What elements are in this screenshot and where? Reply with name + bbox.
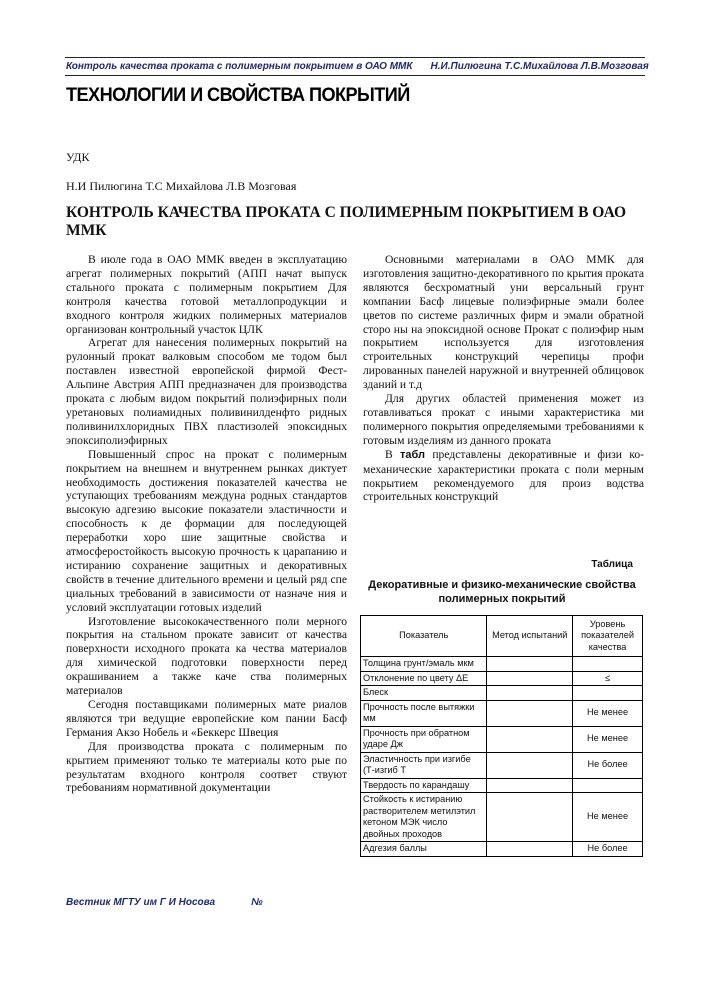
table-row: [361, 752, 643, 778]
footer: [66, 897, 263, 908]
paragraph: Сегодня поставщиками полимерных мате риалов являются три ведущие европейские ком пании Басф Германия Акзо Нобель и «Беккерс Швеция: [66, 698, 347, 739]
right-column: [363, 253, 644, 504]
running-header: [66, 61, 648, 72]
paragraph: Основными материалами в ОАО ММК для изготовления защитно-декоративного по крытия проката являются бесхроматный уни версальный грунт компании Басф лицевые полиэфирные эмали более цветов по системе различных фирм и эмали обратной сторо ны на эпоксидной основе Прокат с полиэфир ным покрытием используется для изготовления строительных конструкций черепицы профи лированных панелей наружной и внутренней облицовок зданий и т.д: [363, 253, 644, 392]
header-cell-method: Метод испытаний: [487, 616, 573, 657]
table-label: Таблица: [591, 559, 633, 570]
cell-indicator: Адгезия баллы: [361, 842, 487, 857]
paragraph: В июле года в ОАО ММК введен в эксплуатацию агрегат полимерных покрытий (АПП начат выпуск стального проката с полимерным покрытием Для контроля качества готовой металлопродукции и входного контроля жидких полимерных материалов организован контрольный участок ЦЛК: [66, 253, 347, 336]
article-title: КОНТРОЛЬ КАЧЕСТВА ПРОКАТА С ПОЛИМЕРНЫМ ПОКРЫТИЕМ В ОАО ММК: [66, 204, 627, 239]
cell-method: [487, 686, 573, 701]
udk-label: УДК: [66, 150, 90, 164]
left-column: [66, 253, 347, 795]
cell-level: [573, 778, 643, 793]
cell-level: ≤: [573, 671, 643, 686]
cell-method: [487, 778, 573, 793]
cell-indicator: Прочность при обратном ударе Дж: [361, 726, 487, 752]
cell-method: [487, 752, 573, 778]
table-row: [361, 793, 643, 842]
cell-level: [573, 686, 643, 701]
table-row: [361, 671, 643, 686]
paragraph-table-reference: В табл представлены декоративные и физи ко-механические характеристики проката с поли мерным покрытием рекомендуемого для произ водства строительных конструкций: [363, 447, 644, 504]
article-authors: Н.И Пилюгина Т.С Михайлова Л.В Мозговая: [66, 179, 297, 193]
paragraph: Для других областей применения может из готавливаться прокат с иными характеристика ми полимерного покрытия определяемыми требованиями к готовым изделиям из данного проката: [363, 392, 644, 447]
paragraph: Агрегат для нанесения полимерных покрытий на рулонный прокат валковым способом ме тодом был поставлен известной европейской фирмой Фест-Альпине Австрия АПП предназначен для производства проката с любым видом покрытий полиэфирных поли уретановых полиамидных поливинилденфто ридных поливинилхлоридных ПВХ пластизолей эпоксидных эпоксиполиэфирных: [66, 336, 347, 447]
paragraph: Изготовление высококачественного поли мерного покрытия на стальном прокате зависит от качества поверхности исходного проката ка чества материалов для химической подготовки поверхности перед окрашиванием а также каче ства полимерных материалов: [66, 614, 347, 698]
paragraph: Повышенный спрос на прокат с полимерным покрытием на внешнем и внутреннем рынках диктует необходимость достижения показателей качества не уступающих требованиям междуна родных стандартов высокую адгезию высокие показатели эластичности и способность к де формации для последующей переработки хоро шие защитные свойства и атмосферостойкость высокую прочность к царапанию и истиранию сохранение защитных и декоративных свойств в течение длительного времени и целый ряд спе циальных требований в зависимости от назначе ния и условий эксплуатации готовых изделий: [66, 447, 347, 614]
table-row: [361, 657, 643, 672]
cell-level: Не менее: [573, 793, 643, 842]
cell-level: Не менее: [573, 700, 643, 726]
cell-level: Не более: [573, 842, 643, 857]
paragraph: Для производства проката с полимерным по крытием применяют только те материалы кото рые по результатам входного контроля соответ ствуют требованиям нормативной документации: [66, 739, 347, 795]
cell-indicator: Стойкость к истиранию растворителем метилэтил кетоном МЭК число двойных проходов: [361, 793, 487, 842]
cell-method: [487, 726, 573, 752]
cell-indicator: Эластичность при изгибе (Т-изгиб Т: [361, 752, 487, 778]
cell-indicator: Твердость по карандашу: [361, 778, 487, 793]
table-row: [361, 700, 643, 726]
cell-method: [487, 793, 573, 842]
cell-indicator: Блеск: [361, 686, 487, 701]
header-cell-level: Уровень показателей качества: [573, 616, 643, 657]
journal-name: Вестник МГТУ им Г И Носова: [66, 897, 216, 908]
table-header-row: [361, 616, 643, 657]
table-row: [361, 726, 643, 752]
table-row: [361, 778, 643, 793]
cell-method: [487, 671, 573, 686]
cell-indicator: Отклонение по цвету ΔE: [361, 671, 487, 686]
cell-method: [487, 842, 573, 857]
issue-number: №: [251, 897, 263, 908]
header-cell-indicator: Показатель: [361, 616, 487, 657]
header-rule-top: [65, 57, 645, 58]
table-caption: Декоративные и физико-механические свойства полимерных покрытий: [368, 579, 636, 605]
cell-level: Не более: [573, 752, 643, 778]
section-heading: ТЕХНОЛОГИИ И СВОЙСТВА ПОКРЫТИЙ: [66, 84, 410, 106]
table-row: [361, 842, 643, 857]
cell-level: [573, 657, 643, 672]
cell-method: [487, 657, 573, 672]
table-link: табл: [400, 448, 426, 461]
table-row: [361, 686, 643, 701]
cell-indicator: Толщина грунт/эмаль мкм: [361, 657, 487, 672]
running-header-authors: Н.И.Пилюгина Т.С.Михайлова Л.В.Мозговая: [430, 61, 649, 72]
cell-indicator: Прочность после вытяжки мм: [361, 700, 487, 726]
properties-table: [360, 615, 643, 857]
cell-level: Не менее: [573, 726, 643, 752]
cell-method: [487, 700, 573, 726]
running-header-title: Контроль качества проката с полимерным покрытием в ОАО ММК: [66, 61, 413, 72]
header-rule-bottom: [65, 75, 645, 76]
